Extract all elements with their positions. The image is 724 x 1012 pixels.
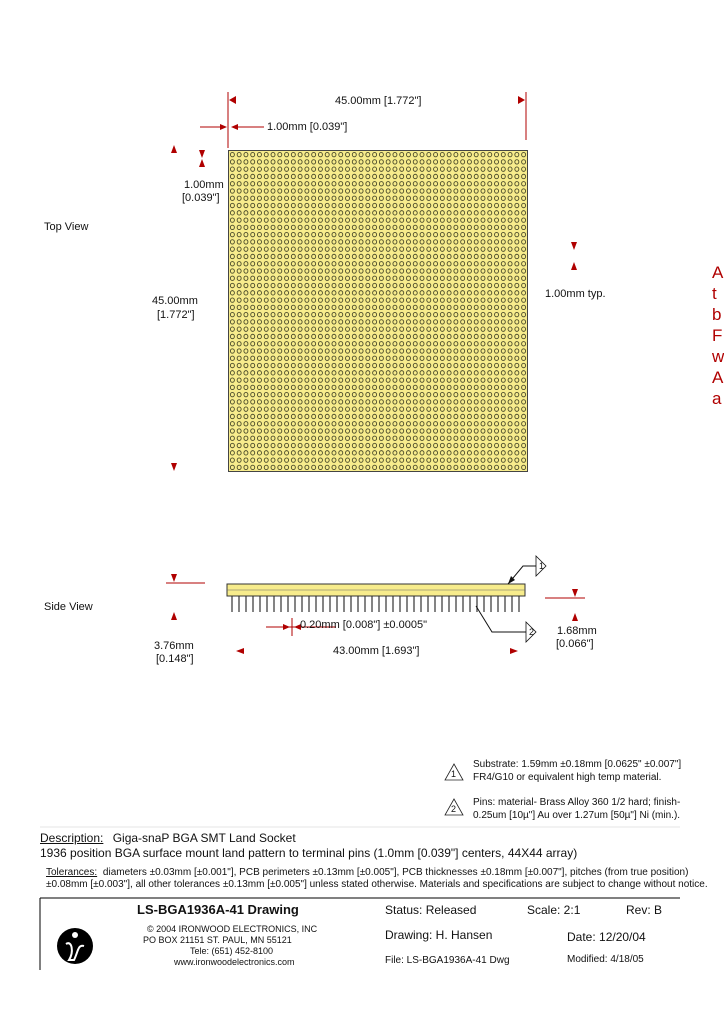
note2-line2: 0.25um [10µ"] Au over 1.27um [50µ"] Ni (min.). xyxy=(473,810,681,821)
drawn-by: Drawing: H. Hansen xyxy=(385,928,493,942)
dim-pitch-x: 1.00mm [0.039"] xyxy=(267,121,348,133)
dim-height-2: [1.772"] xyxy=(157,309,195,321)
dim-pin-height-1: 1.68mm xyxy=(557,625,597,637)
dim-pin-height-2: [0.066"] xyxy=(556,638,594,650)
tolerances-heading: Tolerances: xyxy=(46,867,98,878)
clipped-side-note: A t b F w A a xyxy=(712,263,724,408)
description-heading: Description: xyxy=(40,831,104,845)
file-name: File: LS-BGA1936A-41 Dwg xyxy=(385,955,510,966)
note2-line1: Pins: material- Brass Alloy 360 1/2 hard; finish- xyxy=(473,797,681,808)
description-body: 1936 position BGA surface mount land pattern to terminal pins (1.0mm [0.039"] centers, 44X44 array) xyxy=(40,846,578,860)
note1-number: 1 xyxy=(451,769,457,779)
scale: Scale: 2:1 xyxy=(527,903,581,917)
dim-height-1: 45.00mm xyxy=(152,295,198,307)
dim-side-height-1: 3.76mm xyxy=(154,640,194,652)
modified-date: Modified: 4/18/05 xyxy=(567,954,644,965)
website[interactable]: www.ironwoodelectronics.com xyxy=(174,957,295,967)
dim-side-height-2: [0.148"] xyxy=(156,653,194,665)
drawing-title: LS-BGA1936A-41 Drawing xyxy=(137,902,299,917)
copyright: © 2004 IRONWOOD ELECTRONICS, INC xyxy=(147,924,318,934)
note1-line1: Substrate: 1.59mm ±0.18mm [0.0625" ±0.007"] xyxy=(473,759,682,770)
dim-span: 43.00mm [1.693"] xyxy=(333,645,420,657)
dim-width: 45.00mm [1.772"] xyxy=(335,95,422,107)
description-title: Giga-snaP BGA SMT Land Socket xyxy=(112,831,296,845)
status: Status: Released xyxy=(385,903,477,917)
note1-line2: FR4/G10 or equivalent high temp material. xyxy=(473,772,662,783)
address: PO BOX 21151 ST. PAUL, MN 55121 xyxy=(143,935,292,945)
top-view-label: Top View xyxy=(44,221,89,233)
note2-number: 2 xyxy=(451,804,457,814)
date: Date: 12/20/04 xyxy=(567,930,646,944)
dim-pitch-y-2: [0.039"] xyxy=(182,192,220,204)
tolerances-line2: ±0.08mm [±0.003"], all other tolerances ±0.13mm [±0.005"] unless stated otherwise. Materials and specifications are subject to change without notice. xyxy=(46,879,708,890)
phone: Tele: (651) 452-8100 xyxy=(190,946,274,956)
dim-pin: 0.20mm [0.008"] ±0.0005" xyxy=(300,619,427,631)
tolerances-line1: diameters ±0.03mm [±0.001"], PCB perimeters ±0.13mm [±0.005"], PCB thicknesses ±0.18mm [±0.007"], pitches (from true position) xyxy=(102,867,689,878)
side-view-label: Side View xyxy=(44,601,93,613)
revision: Rev: B xyxy=(626,903,663,917)
dim-pitch-y-1: 1.00mm xyxy=(184,179,224,191)
callout-1: 1 xyxy=(539,561,545,571)
callout-2: 2 xyxy=(529,627,535,637)
dim-typ: 1.00mm typ. xyxy=(545,288,606,300)
